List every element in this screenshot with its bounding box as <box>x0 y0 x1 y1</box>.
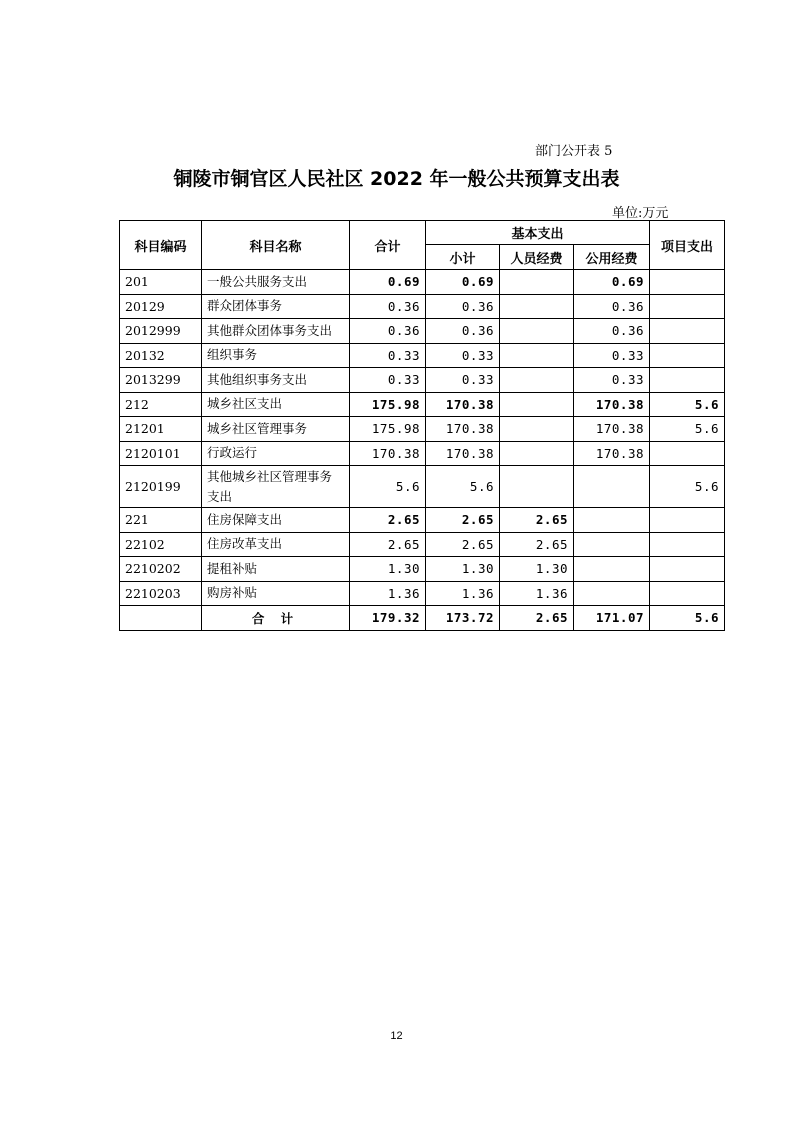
header-code: 科目编码 <box>120 221 202 270</box>
cell-project <box>650 319 725 344</box>
header-total: 合计 <box>350 221 426 270</box>
cell-project: 5.6 <box>650 392 725 417</box>
table-row <box>120 343 725 368</box>
cell-project <box>650 508 725 533</box>
total-row-project: 5.6 <box>650 606 725 631</box>
table-row <box>120 319 725 344</box>
cell-project: 5.6 <box>650 466 725 508</box>
cell-personnel <box>500 343 574 368</box>
cell-code: 21201 <box>120 417 202 442</box>
cell-name: 其他城乡社区管理事务支出 <box>202 466 350 508</box>
cell-personnel <box>500 441 574 466</box>
cell-total: 0.33 <box>350 368 426 393</box>
cell-total: 5.6 <box>350 466 426 508</box>
cell-name: 提租补贴 <box>202 557 350 582</box>
total-row-public: 171.07 <box>574 606 650 631</box>
cell-project <box>650 368 725 393</box>
cell-total: 0.36 <box>350 294 426 319</box>
table-body <box>120 270 725 606</box>
header-row-top <box>120 221 725 245</box>
cell-subtotal: 1.30 <box>426 557 500 582</box>
cell-public <box>574 508 650 533</box>
cell-personnel <box>500 294 574 319</box>
cell-total: 170.38 <box>350 441 426 466</box>
cell-total: 175.98 <box>350 417 426 442</box>
unit-label: 单位:万元 <box>612 206 669 221</box>
cell-public <box>574 581 650 606</box>
page-number: 12 <box>390 1030 403 1042</box>
cell-total: 1.30 <box>350 557 426 582</box>
cell-personnel: 1.30 <box>500 557 574 582</box>
cell-name: 群众团体事务 <box>202 294 350 319</box>
cell-total: 2.65 <box>350 508 426 533</box>
cell-name: 其他群众团体事务支出 <box>202 319 350 344</box>
cell-project <box>650 343 725 368</box>
cell-total: 0.33 <box>350 343 426 368</box>
total-row-subtotal: 173.72 <box>426 606 500 631</box>
cell-code: 221 <box>120 508 202 533</box>
table-row <box>120 441 725 466</box>
header-basic-group: 基本支出 <box>426 221 650 245</box>
cell-name: 城乡社区支出 <box>202 392 350 417</box>
header-subtotal: 小计 <box>426 245 500 270</box>
total-row-code <box>120 606 202 631</box>
table-id-label: 部门公开表 5 <box>535 144 613 159</box>
cell-subtotal: 170.38 <box>426 392 500 417</box>
cell-subtotal: 2.65 <box>426 532 500 557</box>
cell-total: 1.36 <box>350 581 426 606</box>
page-title: 铜陵市铜官区人民社区 2022 年一般公共预算支出表 <box>173 168 620 190</box>
cell-project <box>650 581 725 606</box>
cell-project <box>650 557 725 582</box>
cell-subtotal: 0.33 <box>426 368 500 393</box>
cell-subtotal: 170.38 <box>426 417 500 442</box>
header-personnel: 人员经费 <box>500 245 574 270</box>
cell-name: 行政运行 <box>202 441 350 466</box>
cell-public <box>574 557 650 582</box>
table-row <box>120 417 725 442</box>
cell-public: 170.38 <box>574 417 650 442</box>
budget-table <box>119 220 725 631</box>
cell-total: 2.65 <box>350 532 426 557</box>
table-row <box>120 557 725 582</box>
cell-total: 0.69 <box>350 270 426 295</box>
table-row <box>120 392 725 417</box>
cell-personnel <box>500 466 574 508</box>
cell-subtotal: 0.69 <box>426 270 500 295</box>
cell-personnel <box>500 270 574 295</box>
cell-public <box>574 532 650 557</box>
cell-code: 2012999 <box>120 319 202 344</box>
cell-code: 2120101 <box>120 441 202 466</box>
cell-personnel: 2.65 <box>500 508 574 533</box>
header-public: 公用经费 <box>574 245 650 270</box>
cell-public: 0.33 <box>574 368 650 393</box>
table-row <box>120 294 725 319</box>
cell-subtotal: 2.65 <box>426 508 500 533</box>
table-row <box>120 581 725 606</box>
cell-code: 201 <box>120 270 202 295</box>
total-row-label: 合 计 <box>202 606 350 631</box>
total-row-total: 179.32 <box>350 606 426 631</box>
cell-public: 0.36 <box>574 294 650 319</box>
cell-project <box>650 532 725 557</box>
cell-personnel: 1.36 <box>500 581 574 606</box>
cell-public: 170.38 <box>574 441 650 466</box>
table-row <box>120 368 725 393</box>
cell-code: 22102 <box>120 532 202 557</box>
cell-name: 组织事务 <box>202 343 350 368</box>
cell-subtotal: 170.38 <box>426 441 500 466</box>
cell-total: 175.98 <box>350 392 426 417</box>
header-name: 科目名称 <box>202 221 350 270</box>
total-row <box>120 606 725 631</box>
cell-personnel: 2.65 <box>500 532 574 557</box>
cell-name: 其他组织事务支出 <box>202 368 350 393</box>
cell-subtotal: 5.6 <box>426 466 500 508</box>
cell-code: 212 <box>120 392 202 417</box>
cell-code: 2120199 <box>120 466 202 508</box>
cell-name: 住房保障支出 <box>202 508 350 533</box>
cell-subtotal: 0.33 <box>426 343 500 368</box>
table-row <box>120 270 725 295</box>
cell-public: 0.36 <box>574 319 650 344</box>
cell-code: 2013299 <box>120 368 202 393</box>
cell-name: 住房改革支出 <box>202 532 350 557</box>
table-row <box>120 532 725 557</box>
cell-name: 购房补贴 <box>202 581 350 606</box>
cell-project: 5.6 <box>650 417 725 442</box>
cell-project <box>650 441 725 466</box>
cell-public <box>574 466 650 508</box>
cell-subtotal: 0.36 <box>426 319 500 344</box>
cell-personnel <box>500 319 574 344</box>
cell-code: 20129 <box>120 294 202 319</box>
table-row <box>120 466 725 508</box>
cell-project <box>650 270 725 295</box>
cell-code: 2210202 <box>120 557 202 582</box>
cell-personnel <box>500 392 574 417</box>
cell-name: 城乡社区管理事务 <box>202 417 350 442</box>
cell-subtotal: 1.36 <box>426 581 500 606</box>
cell-public: 0.33 <box>574 343 650 368</box>
cell-total: 0.36 <box>350 319 426 344</box>
total-row-personnel: 2.65 <box>500 606 574 631</box>
cell-public: 170.38 <box>574 392 650 417</box>
cell-personnel <box>500 417 574 442</box>
cell-project <box>650 294 725 319</box>
cell-public: 0.69 <box>574 270 650 295</box>
table-row <box>120 508 725 533</box>
cell-personnel <box>500 368 574 393</box>
cell-code: 20132 <box>120 343 202 368</box>
header-project: 项目支出 <box>650 221 725 270</box>
cell-subtotal: 0.36 <box>426 294 500 319</box>
cell-name: 一般公共服务支出 <box>202 270 350 295</box>
cell-code: 2210203 <box>120 581 202 606</box>
